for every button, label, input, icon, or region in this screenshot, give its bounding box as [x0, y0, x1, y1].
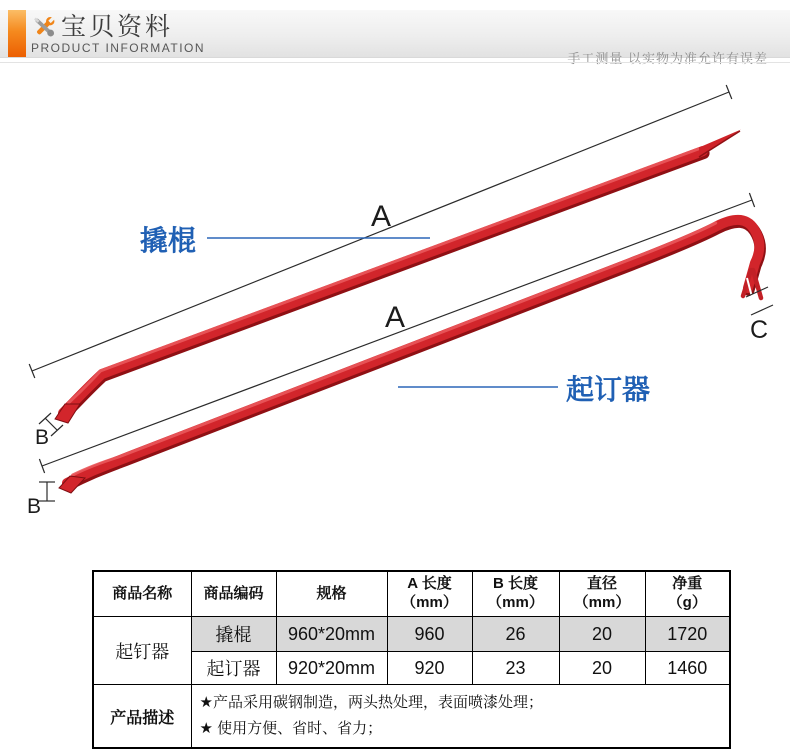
- cell-code: 起订器: [191, 652, 276, 685]
- dimension-b-bottom: [27, 482, 55, 518]
- col-a-length: A 长度 （mm）: [387, 571, 472, 617]
- cell-product-name: 起钉器: [93, 617, 191, 685]
- header-divider: [0, 62, 790, 63]
- dimension-line-a-top: [29, 85, 732, 378]
- callout-bottom-label: 起订器: [565, 374, 651, 405]
- page-title: 宝贝资料: [61, 13, 174, 41]
- crowbar-top-chisel-tip: [55, 404, 80, 423]
- col-product-code: 商品编码: [191, 571, 276, 617]
- dim-label-a-bottom: A: [384, 301, 406, 334]
- callout-bottom: [398, 374, 650, 405]
- cell-b-length: 23: [472, 652, 559, 685]
- col-product-name: 商品名称: [93, 571, 191, 617]
- col-b-length: B 长度 （mm）: [472, 571, 559, 617]
- dim-label-c: C: [749, 316, 769, 344]
- desc-line-2: ★ 使用方便、省时、省力；: [199, 720, 383, 737]
- callout-top-label: 撬棍: [139, 225, 197, 256]
- measurement-disclaimer: 手工测量 以实物为准允许有误差: [567, 51, 768, 66]
- cell-code: 撬棍: [191, 617, 276, 652]
- page-subtitle: PRODUCT INFORMATION: [31, 41, 206, 55]
- spec-header-row: [93, 571, 730, 617]
- desc-line-1: ★产品采用碳钢制造，两头热处理，表面喷漆处理；: [199, 694, 543, 711]
- tools-icon: [30, 13, 58, 41]
- col-diameter: 直径 （mm）: [559, 571, 645, 617]
- cell-weight: 1720: [645, 617, 730, 652]
- cell-spec: 920*20mm: [276, 652, 387, 685]
- desc-content: [191, 685, 730, 749]
- desc-label: 产品描述: [93, 685, 191, 749]
- orange-accent-bar: [8, 10, 26, 57]
- table-row-crowbar: [93, 617, 730, 652]
- col-net-weight: 净重 （g）: [645, 571, 730, 617]
- cell-a-length: 960: [387, 617, 472, 652]
- product-diagram: [0, 66, 790, 566]
- col-spec: 规格: [276, 571, 387, 617]
- dim-label-b-top: B: [34, 426, 50, 449]
- cell-weight: 1460: [645, 652, 730, 685]
- cell-spec: 960*20mm: [276, 617, 387, 652]
- cell-a-length: 920: [387, 652, 472, 685]
- spec-table-container: [92, 570, 731, 749]
- dim-label-b-bottom: B: [26, 495, 42, 518]
- spec-table: [92, 570, 731, 749]
- dim-label-a-top: A: [370, 200, 392, 233]
- cell-diameter: 20: [559, 652, 645, 685]
- cell-diameter: 20: [559, 617, 645, 652]
- table-row-description: [93, 685, 730, 749]
- cell-b-length: 26: [472, 617, 559, 652]
